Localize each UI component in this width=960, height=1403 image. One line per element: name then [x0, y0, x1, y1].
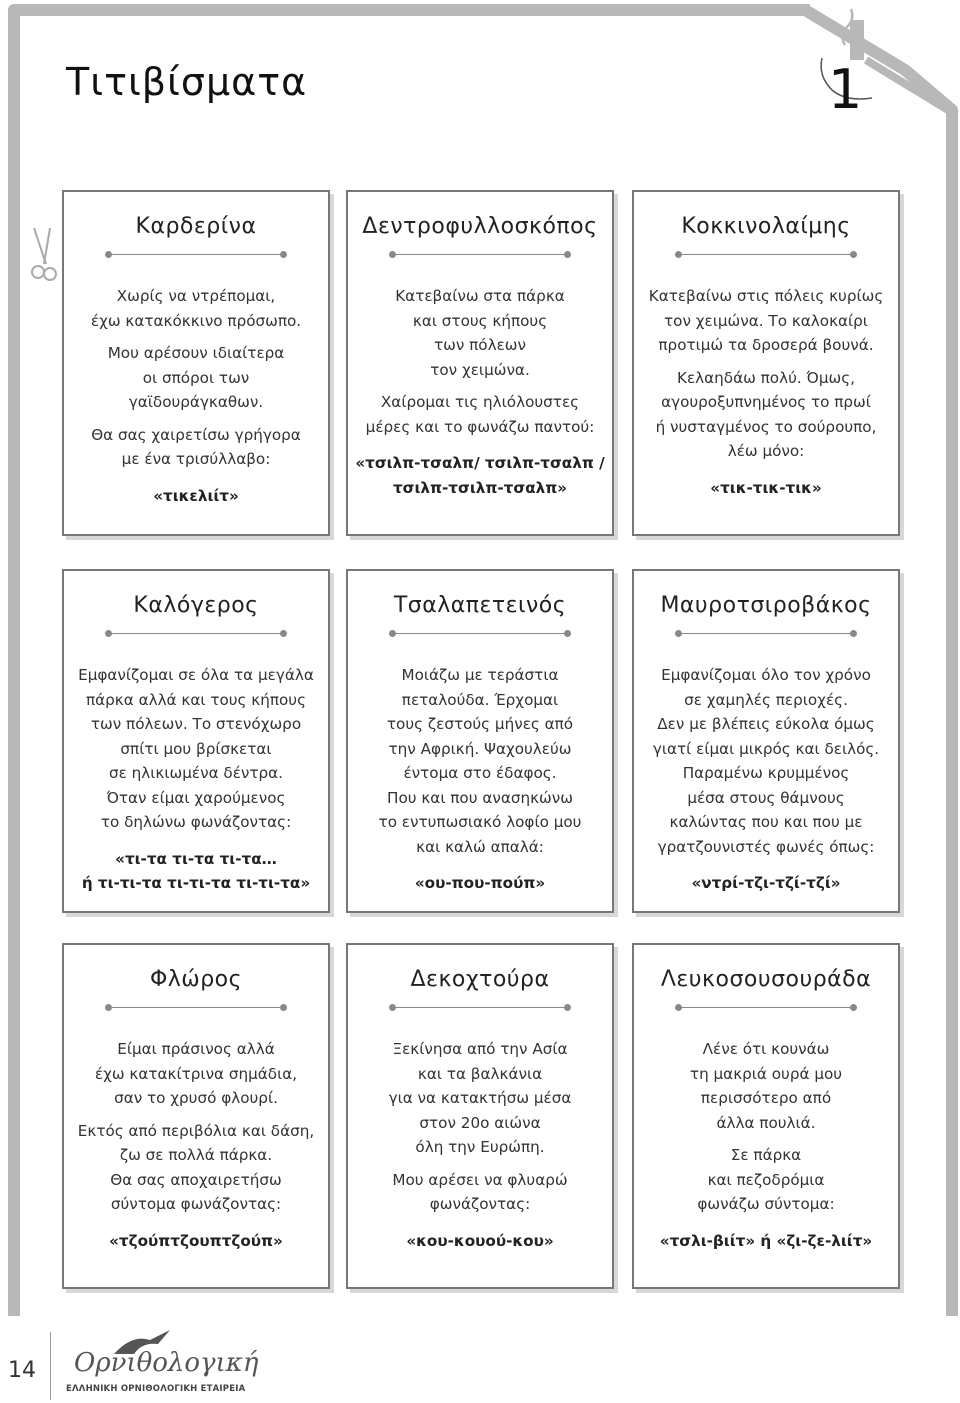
title-divider — [392, 633, 568, 634]
bird-call: «ντρί-τζι-τζί-τζί» — [691, 874, 841, 892]
bird-card — [346, 569, 614, 913]
bird-description — [70, 284, 322, 516]
bird-name: Κοκκινολαίμης — [681, 214, 851, 239]
bird-card — [346, 190, 614, 536]
description-paragraph: Χωρίς να ντρέπομαι, έχω κατακόκκινο πρόσωπο. — [90, 287, 302, 330]
bird-call: «τσλι-βιίτ» ή «ζι-ζε-λιίτ» — [659, 1231, 873, 1250]
bird-description — [354, 1037, 606, 1261]
title-divider — [108, 1007, 284, 1008]
bird-description — [70, 663, 322, 904]
title-divider — [678, 1007, 854, 1008]
title-divider — [392, 1007, 568, 1008]
description-paragraph: Είμαι πράσινος αλλά έχω κατακίτρινα σημάδια, σαν το χρυσό φλουρί. — [94, 1040, 298, 1107]
description-paragraph: Σε πάρκα και πεζοδρόμια φωνάζω σύντομα: — [697, 1146, 835, 1213]
footer-divider — [50, 1332, 51, 1400]
title-divider — [678, 633, 854, 634]
bird-card — [632, 569, 900, 913]
bird-name: Τσαλαπετεινός — [393, 593, 567, 618]
description-paragraph: Κατεβαίνω στα πάρκα και στους κήπους των πόλεων τον χειμώνα. — [395, 287, 565, 379]
description-paragraph: Λένε ότι κουνάω τη μακριά ουρά μου περισσότερο από άλλα πουλιά. — [689, 1040, 843, 1132]
bird-name: Μαυροτσιροβάκος — [660, 593, 872, 618]
description-paragraph: Χαίρομαι τις ηλιόλουστες μέρες και το φωνάζω παντού: — [365, 393, 595, 436]
ornithologiki-logo — [64, 1328, 259, 1398]
description-paragraph: Θα σας χαιρετίσω γρήγορα με ένα τρισύλλαβο: — [91, 425, 301, 468]
bird-call: «κου-κουού-κου» — [406, 1231, 554, 1250]
title-divider — [678, 254, 854, 255]
bird-name: Καρδερίνα — [135, 214, 257, 239]
bird-card — [62, 190, 330, 536]
description-paragraph: Μου αρέσει να φλυαρώ φωνάζοντας: — [392, 1170, 568, 1213]
page-number: 14 — [8, 1358, 36, 1383]
description-paragraph: Εμφανίζομαι σε όλα τα μεγάλα πάρκα αλλά και τους κήπους των πόλεων. Το στενόχωρο σπίτι μου βρίσκεται σε ηλικιωμένα δέντρα. Όταν είμαι χαρούμενος το δηλώνω φωνάζοντας: — [78, 666, 314, 831]
logo-subtitle: ΕΛΛΗΝΙΚΗ ΟΡΝΙΘΟΛΟΓΙΚΗ ΕΤΑΙΡΕΙΑ — [66, 1384, 246, 1394]
bird-call: «τικ-τικ-τικ» — [710, 478, 822, 497]
bird-description — [640, 284, 892, 508]
bird-card — [62, 569, 330, 913]
title-divider — [108, 633, 284, 634]
description-paragraph: Μοιάζω με τεράστια πεταλούδα. Έρχομαι τους ζεστούς μήνες από την Αφρική. Ψαχουλεύω έντομα στο έδαφος. Που και που ανασηκώνω το εντυπωσιακό λοφίο μου και καλώ απαλά: — [378, 666, 582, 856]
bird-description — [70, 1037, 322, 1261]
title-divider — [392, 254, 568, 255]
bird-call: «τι-τα τι-τα τι-τα… ή τι-τι-τα τι-τι-τα τι-τι-τα» — [81, 849, 311, 892]
scissors-icon — [26, 224, 60, 284]
bird-call: «τζούπτζουπτζούπ» — [109, 1231, 283, 1250]
description-paragraph: Κατεβαίνω στις πόλεις κυρίως τον χειμώνα. Το καλοκαίρι προτιμώ τα δροσερά βουνά. — [648, 287, 884, 354]
description-paragraph: Εκτός από περιβόλια και δάση, ζω σε πολλά πάρκα. Θα σας αποχαιρετήσω σύντομα φωνάζοντας: — [77, 1121, 315, 1213]
section-number: 1 — [828, 58, 863, 121]
bird-name: Φλώρος — [149, 967, 243, 992]
bird-description — [640, 663, 892, 904]
bird-description — [354, 284, 606, 508]
description-paragraph: Μου αρέσουν ιδιαίτερα οι σπόροι των γαϊδουράγκαθων. — [107, 344, 285, 411]
description-paragraph: Εμφανίζομαι όλο τον χρόνο σε χαμηλές περιοχές. Δεν με βλέπεις εύκολα όμως γιατί είμαι μικρός και δειλός. Παραμένω κρυμμένος μέσα στους θάμνους καλώντας που και που με γρατζουνιστές φωνές όπως: — [652, 666, 880, 856]
description-paragraph: Ξεκίνησα από την Ασία και τα βαλκάνια για να κατακτήσω μέσα στον 20ο αιώνα όλη την Ευρώπη. — [388, 1040, 572, 1156]
bird-name: Καλόγερος — [133, 593, 259, 618]
logo-word: Ορνιθολογική — [74, 1348, 259, 1378]
bird-card — [632, 190, 900, 536]
bird-card — [62, 943, 330, 1289]
bird-name: Λευκοσουσουράδα — [660, 967, 872, 992]
title-divider — [108, 254, 284, 255]
bird-description — [640, 1037, 892, 1261]
page-title: Τιτιβίσματα — [66, 60, 308, 104]
bird-card — [346, 943, 614, 1289]
bird-card — [632, 943, 900, 1289]
bird-call: «ου-που-πούπ» — [414, 874, 546, 892]
bird-call: «τικελιίτ» — [153, 486, 239, 505]
bird-name: Δεντροφυλλοσκόπος — [362, 214, 598, 239]
bird-description — [354, 663, 606, 904]
bird-call: «τσιλπ-τσαλπ/ τσιλπ-τσαλπ / τσιλπ-τσιλπ-τσαλπ» — [355, 454, 605, 497]
description-paragraph: Κελαηδάω πολύ. Όμως, αγουροξυπνημένος το πρωί ή νυσταγμένος το σούρουπο, λέω μόνο: — [655, 368, 877, 460]
bird-name: Δεκοχτούρα — [410, 967, 550, 992]
